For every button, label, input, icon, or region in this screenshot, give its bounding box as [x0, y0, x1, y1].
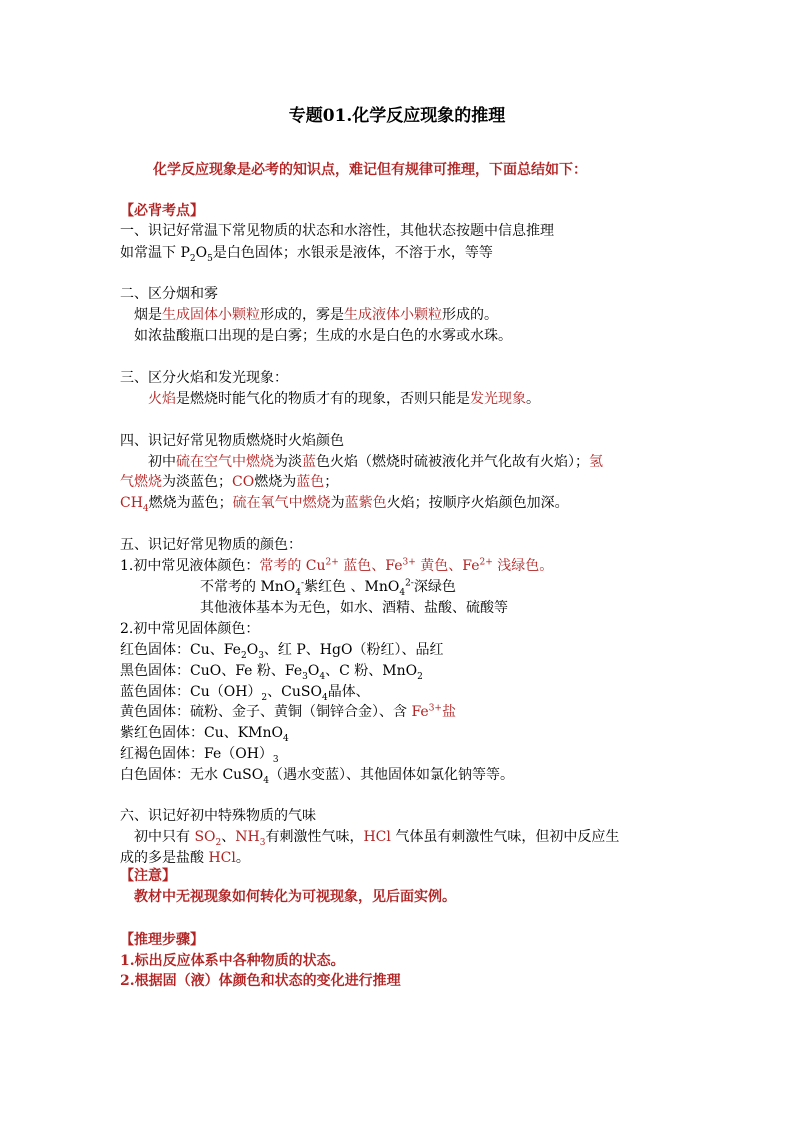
s4-heading: 四、识记好常见物质燃烧时火焰颜色: [120, 433, 344, 449]
section-bibei-heading: 【必背考点】: [120, 203, 204, 219]
s5-line3: 其他液体基本为无色，如水、酒精、盐酸、硫酸等: [200, 600, 508, 616]
s2-line2: 如浓盐酸瓶口出现的是白雾；生成的水是白色的水雾或水珠。: [134, 328, 512, 344]
s3-line1: 火焰是燃烧时能气化的物质才有的现象，否则只能是发光现象。: [148, 391, 540, 407]
s1-heading: 一、识记好常温下常见物质的状态和水溶性，其他状态按题中信息推理: [120, 223, 554, 239]
s5-line4: 2.初中常见固体颜色：: [120, 621, 260, 637]
s2-line1: 烟是生成固体小颗粒形成的，雾是生成液体小颗粒形成的。: [134, 307, 498, 323]
intro-text: 化学反应现象是必考的知识点，难记但有规律可推理，下面总结如下：: [153, 162, 587, 178]
step-1: 1.标出反应体系中各种物质的状态。: [120, 953, 345, 969]
s5-line11: 白色固体：无水 CuSO$_4$（遇水变蓝）、其他固体如氯化钠等等。: [120, 767, 514, 786]
zhuyi-text: 教材中无视现象如何转化为可视现象，见后面实例。: [134, 889, 456, 905]
s5-line1: 1.初中常见液体颜色：常考的 $Cu^{2+}$ 蓝色、$Fe^{3+}$ 黄色、$Fe^{2+}$ 浅绿色。: [120, 557, 554, 574]
s5-line5: 红色固体：Cu、$Fe_2O_3$、红 P、HgO（粉红）、品红: [120, 642, 444, 661]
s6-line2: 成的多是盐酸 HCl。: [120, 850, 250, 866]
s4-line1: 初中硫在空气中燃烧为淡蓝色火焰（燃烧时硫被液化并气化故有火焰）；氢: [148, 454, 603, 470]
s1-line1: 如常温下 $P_2O_5$是白色固体；水银汞是液体，不溶于水，等等: [120, 245, 493, 264]
s6-line1: 初中只有 $SO_2$、$NH_3$有刺激性气味，HCl 气体虽有刺激性气味，但初中反应生: [134, 829, 620, 848]
page-title: 专题01.化学反应现象的推理: [288, 106, 506, 126]
step-2: 2.根据固（液）体颜色和状态的变化进行推理: [120, 973, 401, 989]
s2-heading: 二、区分烟和雾: [120, 286, 218, 302]
s5-line10: 红褐色固体：$Fe(OH)_3$: [120, 746, 279, 765]
s6-heading: 六、识记好初中特殊物质的气味: [120, 808, 316, 824]
s5-line7: 蓝色固体：$Cu(OH)_2$、CuSO$_4$晶体、: [120, 684, 370, 703]
s4-line2: 气燃烧为淡蓝色；CO燃烧为蓝色；: [120, 474, 339, 490]
s5-line8: 黄色固体：硫粉、金子、黄铜（铜锌合金）、含 $Fe^{3+}$盐: [120, 703, 456, 720]
s5-line2: 不常考的 MnO$_4$-紫红色 、MnO$_4^{2-}$深绿色: [200, 578, 456, 598]
s5-line6: 黑色固体：CuO、Fe 粉、$Fe_3O_4$、C 粉、MnO$_2$: [120, 663, 423, 682]
s3-heading: 三、区分火焰和发光现象：: [120, 370, 288, 386]
section-tuili-heading: 【推理步骤】: [120, 932, 204, 948]
s4-line3: $CH_4$燃烧为蓝色；硫在氧气中燃烧为蓝紫色火焰；按顺序火焰颜色加深。: [120, 495, 569, 514]
s5-line9: 紫红色固体：Cu、KMnO$_4$: [120, 725, 289, 744]
section-zhuyi-heading: 【注意】: [120, 868, 176, 884]
s5-heading: 五、识记好常见物质的颜色：: [120, 537, 302, 553]
